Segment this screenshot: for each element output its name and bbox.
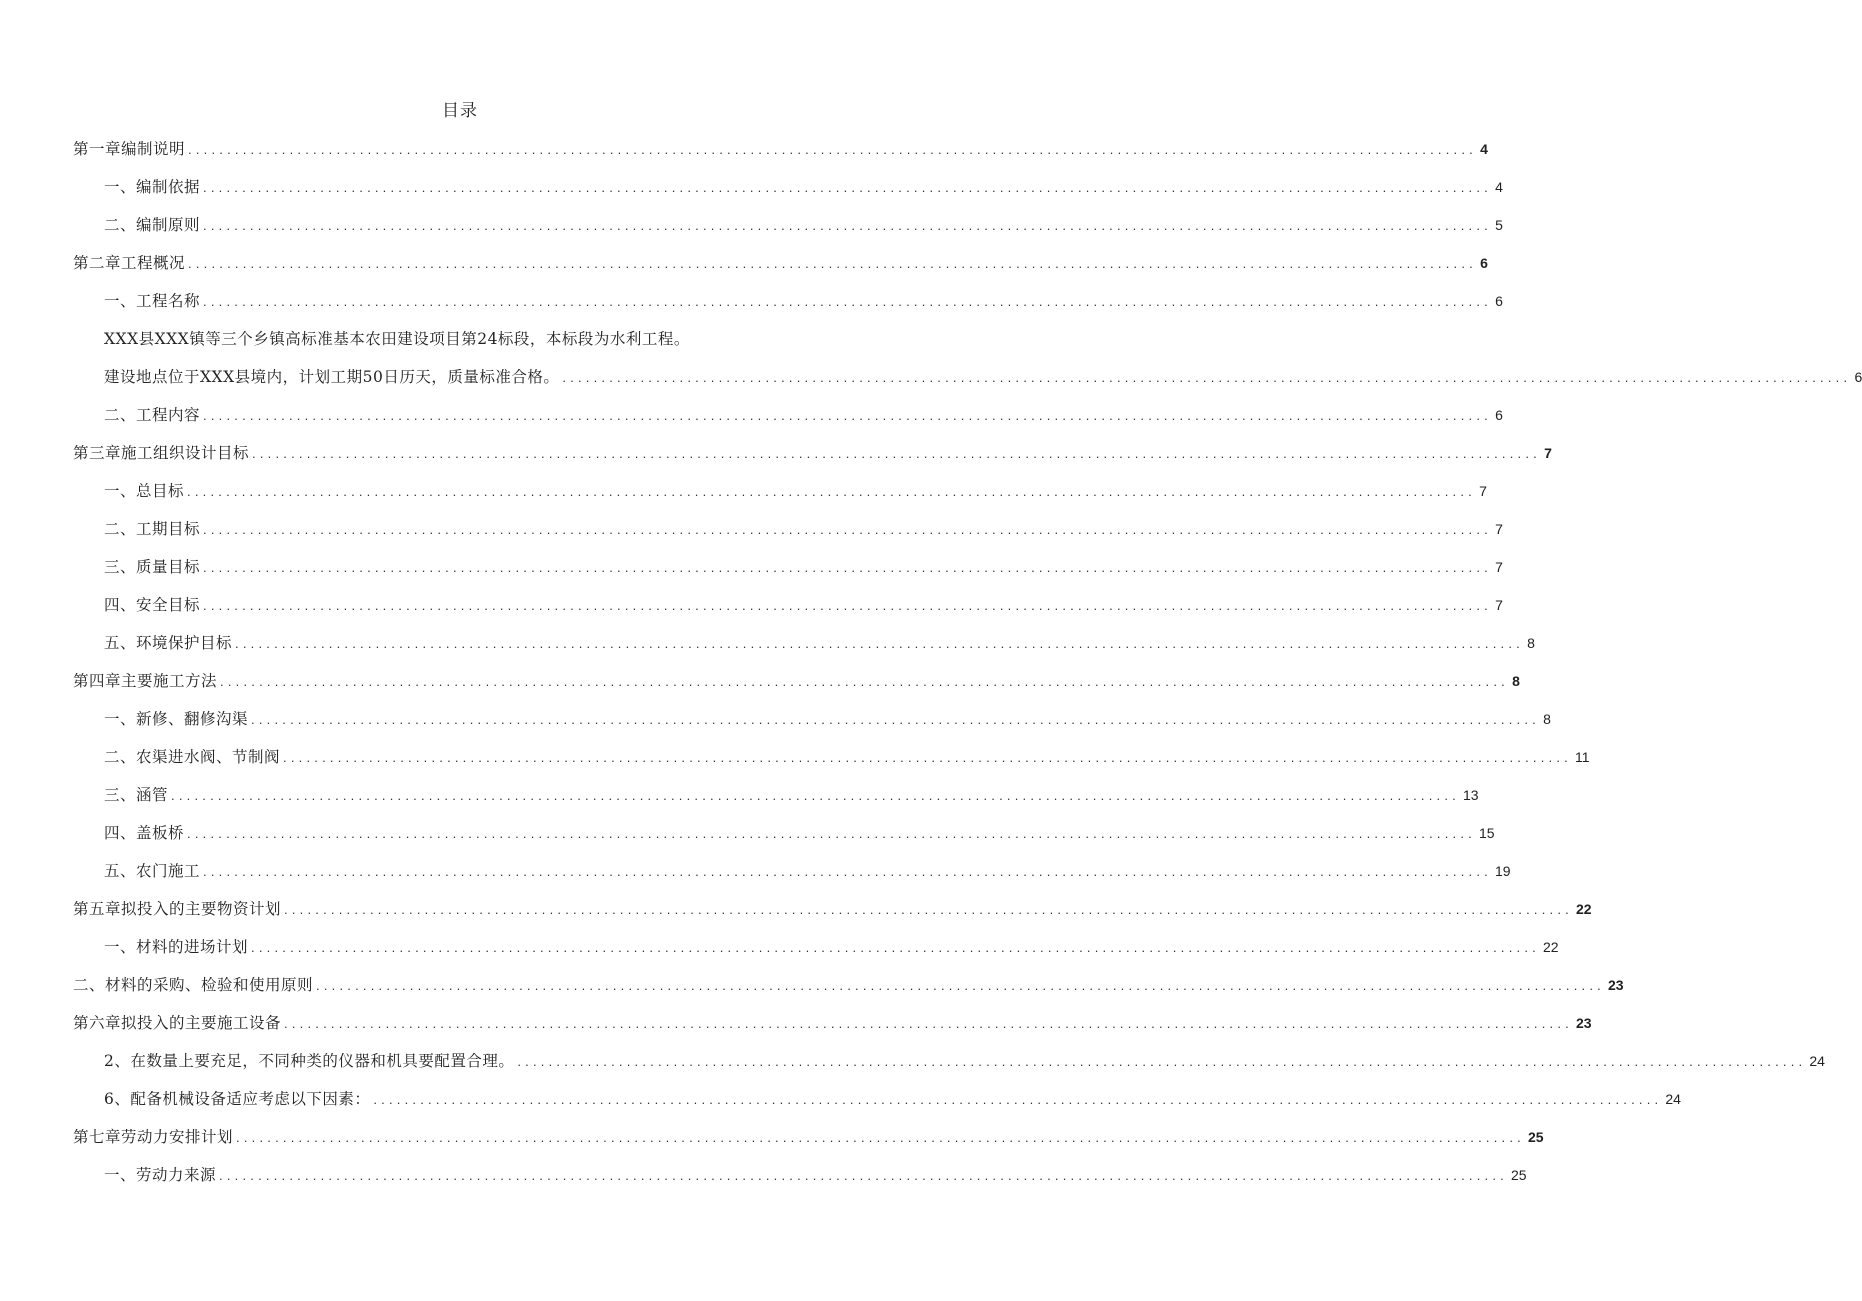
toc-entry-section[interactable] [104,630,1535,656]
toc-label: 五、环境保护目标 [104,634,233,652]
toc-page-number: 7 [1544,445,1552,461]
toc-label: 一、工程名称 [104,292,201,310]
dot-leader: ..................................................................................................................................................................... [203,408,1492,423]
dot-leader: ..................................................................................................................................................................... [188,142,1477,157]
toc-entry-section[interactable] [104,1162,1527,1188]
dot-leader: ..................................................................................................................................................................... [251,940,1540,955]
toc-entry-chapter-3[interactable] [73,440,1552,466]
toc-title: 目录 [442,101,478,121]
toc-page-number: 25 [1527,1129,1544,1145]
toc-entry-section[interactable] [104,934,1559,960]
toc-label: 四、盖板桥 [104,824,185,842]
toc-label: 二、材料的采购、检验和使用原则 [73,976,314,994]
toc-entry-section[interactable] [104,554,1503,580]
dot-leader: ..................................................................................................................................................................... [517,1054,1807,1069]
toc-page-number: 6 [1495,293,1503,309]
dot-leader: ..................................................................................................................................................................... [219,1168,1508,1183]
toc-label: 五、农门施工 [104,862,201,880]
toc-label: 二、工程内容 [104,406,201,424]
toc-page-number: 24 [1665,1091,1681,1107]
dot-leader: ..................................................................................................................................................................... [203,180,1492,195]
toc-page-number: 8 [1543,711,1551,727]
toc-entry-section[interactable] [104,174,1503,200]
dot-leader: ..................................................................................................................................................................... [236,1130,1525,1145]
dot-leader: ..................................................................................................................................................................... [283,750,1572,765]
toc-page-number: 8 [1527,635,1535,651]
toc-entry-section[interactable] [104,364,1862,390]
toc-label: 一、劳动力来源 [104,1166,217,1184]
toc-page-number: 6 [1480,255,1488,271]
toc-label: 第二章工程概况 [73,254,186,272]
toc-entry-chapter-5[interactable] [73,896,1592,922]
toc-label: 三、涵管 [104,786,169,804]
toc-entry-chapter-2[interactable] [73,250,1488,276]
toc-label: 一、新修、翻修沟渠 [104,710,249,728]
toc-page-number: 4 [1480,141,1488,157]
dot-leader: ..................................................................................................................................................................... [203,294,1492,309]
dot-leader: ..................................................................................................................................................................... [284,902,1573,917]
toc-page-number: 23 [1607,977,1624,993]
toc-label: 一、总目标 [104,482,185,500]
toc-label: 一、编制依据 [104,178,201,196]
dot-leader: ..................................................................................................................................................................... [187,484,1476,499]
toc-entry-section[interactable] [104,706,1551,732]
toc-entry-section[interactable] [104,744,1590,770]
toc-page-number: 7 [1495,521,1503,537]
toc-label: 第三章施工组织设计目标 [73,444,250,462]
toc-page-number: 25 [1510,1167,1527,1183]
toc-page-number: 6 [1495,407,1503,423]
dot-leader: ..................................................................................................................................................................... [171,788,1460,803]
dot-leader: ..................................................................................................................................................................... [316,978,1605,993]
toc-page-number: 13 [1462,787,1479,803]
toc-entry-section[interactable] [104,858,1511,884]
toc-page-number: 19 [1494,863,1511,879]
toc-page-number: 24 [1809,1053,1825,1069]
toc-label: 二、编制原则 [104,216,201,234]
toc-entry-chapter-4[interactable] [73,668,1520,694]
dot-leader: ..................................................................................................................................................................... [220,674,1509,689]
dot-leader: ..................................................................................................................................................................... [188,256,1477,271]
toc-entry-section[interactable] [104,478,1487,504]
toc-entry-section[interactable] [104,1048,1825,1074]
toc-text-line: XXX县XXX镇等三个乡镇高标准基本农田建设项目第24标段，本标段为水利工程。 [104,330,690,348]
toc-entry-materials-principles[interactable] [73,972,1624,998]
toc-entry-section[interactable] [104,592,1503,618]
dot-leader: ..................................................................................................................................................................... [203,598,1492,613]
toc-label: 四、安全目标 [104,596,201,614]
toc-label: 第七章劳动力安排计划 [73,1128,234,1146]
toc-entry-chapter-6[interactable] [73,1010,1592,1036]
toc-page-number: 7 [1495,597,1503,613]
toc-label: 6、配备机械设备适应考虑以下因素： [104,1090,371,1108]
dot-leader: ..................................................................................................................................................................... [203,560,1492,575]
toc-entry-section[interactable] [104,516,1503,542]
toc-page-number: 5 [1495,217,1503,233]
toc-label: 建设地点位于XXX县境内，计划工期50日历天，质量标准合格。 [104,368,560,386]
toc-page-number: 15 [1478,825,1495,841]
toc-label: 三、质量目标 [104,558,201,576]
toc-label: 第五章拟投入的主要物资计划 [73,900,282,918]
toc-label: 第四章主要施工方法 [73,672,218,690]
toc-page-number: 8 [1512,673,1520,689]
dot-leader: ..................................................................................................................................................................... [203,218,1492,233]
dot-leader: ..................................................................................................................................................................... [203,522,1492,537]
toc-page-number: 22 [1542,939,1559,955]
toc-label: 第六章拟投入的主要施工设备 [73,1014,282,1032]
dot-leader: ..................................................................................................................................................................... [235,636,1524,651]
toc-entry-chapter-1[interactable] [73,136,1488,162]
toc-label: 二、农渠进水阀、节制阀 [104,748,281,766]
toc-entry-section[interactable] [104,402,1503,428]
dot-leader: ..................................................................................................................................................................... [252,446,1541,461]
dot-leader: ..................................................................................................................................................................... [284,1016,1573,1031]
toc-entry-section[interactable] [104,782,1479,808]
dot-leader: ..................................................................................................................................................................... [203,864,1492,879]
toc-page-number: 11 [1574,749,1590,765]
dot-leader: ..................................................................................................................................................................... [373,1092,1663,1107]
toc-page-number: 7 [1495,559,1503,575]
dot-leader: ..................................................................................................................................................................... [187,826,1476,841]
toc-entry-chapter-7[interactable] [73,1124,1544,1150]
toc-label: 一、材料的进场计划 [104,938,249,956]
toc-entry-section[interactable] [104,212,1503,238]
toc-label: 二、工期目标 [104,520,201,538]
dot-leader: ..................................................................................................................................................................... [562,370,1852,385]
toc-label: 第一章编制说明 [73,140,186,158]
toc-page-number: 6 [1854,369,1862,385]
toc-entry-section[interactable] [104,820,1495,846]
toc-page-number: 4 [1495,179,1503,195]
toc-page-number: 7 [1479,483,1487,499]
toc-page-number: 22 [1575,901,1592,917]
toc-entry-section[interactable] [104,288,1503,314]
dot-leader: ..................................................................................................................................................................... [251,712,1540,727]
toc-label: 2、在数量上要充足，不同种类的仪器和机具要配置合理。 [104,1052,515,1070]
toc-page-number: 23 [1575,1015,1592,1031]
toc-entry-section[interactable] [104,1086,1681,1112]
